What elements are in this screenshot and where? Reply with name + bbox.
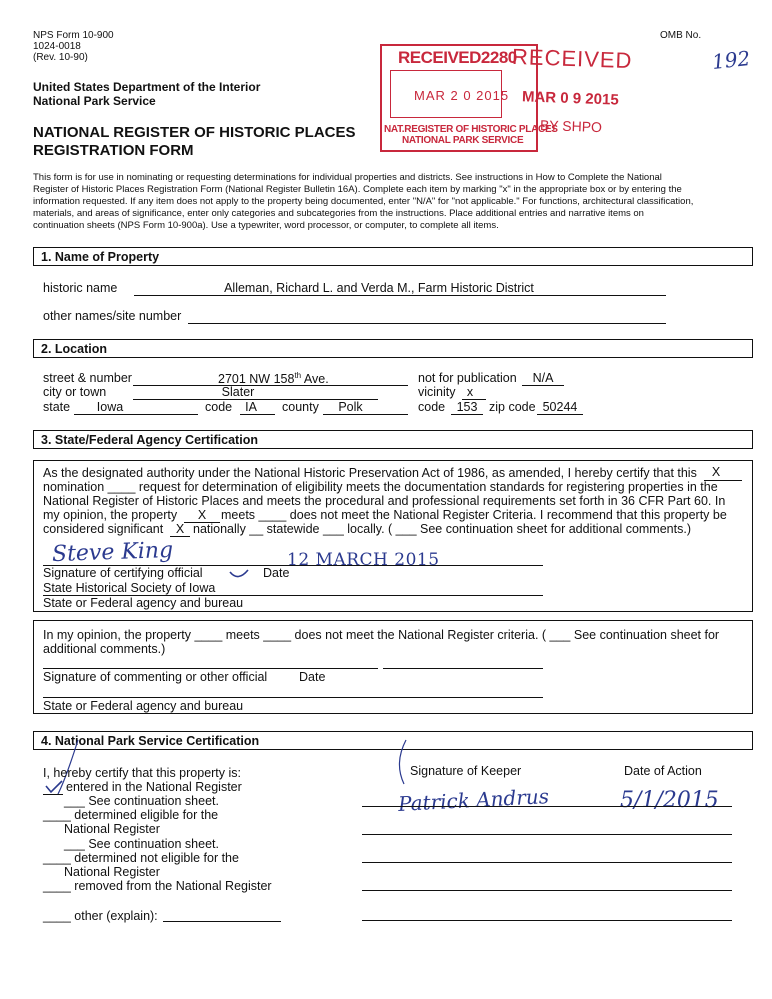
street-suffix: Ave. — [301, 372, 329, 387]
nps-item[interactable]: ____ removed from the National Register — [43, 879, 272, 893]
county-code-line — [451, 414, 483, 415]
date-of-action-label: Date of Action — [624, 764, 702, 778]
stamp-received-2280: RECEIVED2280 — [398, 48, 517, 67]
cert-line: nomination ____ request for determination of eligibility meets the documentation standards for registering properties in the — [43, 480, 718, 494]
historic-name-label: historic name — [43, 281, 118, 295]
commenting-date-label: Date — [299, 670, 326, 684]
not-for-publication-line — [522, 385, 564, 386]
form-number: NPS Form 10-900 — [33, 30, 114, 41]
opinion-line: In my opinion, the property ____ meets ____ does not meet the National Register criteria. ( ___ See continuation sheet for — [43, 628, 720, 642]
state-line — [74, 414, 198, 415]
department: United States Department of the Interior — [33, 80, 261, 94]
check-icon — [44, 780, 64, 794]
stamp-date-1: MAR 2 0 2015 — [414, 88, 510, 103]
agency-label-2: State or Federal agency and bureau — [43, 699, 244, 713]
instruction-line: information requested. If any item does not apply to the property being documented, enter "N/A" for "not applicable." For functions, architectural classification, — [33, 196, 694, 207]
keeper-label: Signature of Keeper — [410, 764, 522, 778]
section-3-heading: 3. State/Federal Agency Certification — [33, 430, 753, 449]
cert-line: meets ____ does not meet the National Register Criteria. I recommend that this property be — [221, 508, 727, 522]
other-names-field[interactable] — [188, 323, 666, 324]
keeper-signature: Patrick Andrus — [397, 784, 550, 816]
cert-national-mark[interactable]: X — [175, 522, 185, 536]
historic-name-line — [134, 295, 666, 296]
stamp-nat-register: NAT.REGISTER OF HISTORIC PLACES — [384, 124, 558, 135]
city-label: city or town — [43, 385, 107, 399]
section-1-heading: 1. Name of Property — [33, 247, 753, 266]
certifying-date: 12 MARCH 2015 — [287, 550, 440, 570]
action-date: 5/1/2015 — [620, 788, 719, 813]
street-ordinal: th — [294, 371, 302, 380]
form-title-line1: NATIONAL REGISTER OF HISTORIC PLACES — [33, 124, 356, 141]
street-value[interactable] — [218, 371, 329, 386]
agency-label: State or Federal agency and bureau — [43, 596, 244, 610]
certifying-signature: Steve King — [51, 537, 174, 568]
nps-item[interactable]: ____ determined not eligible for the — [43, 851, 239, 865]
county-code-label: code — [418, 400, 446, 414]
instruction-line: materials, and areas of significance, enter only categories and subcategories from the instructions. Place additional entries and narrative items on — [33, 208, 644, 219]
cert-line: As the designated authority under the National Historic Preservation Act of 1986, as amended, I hereby certify that this — [43, 466, 697, 480]
nps-item-entered[interactable]: entered in the National Register — [66, 780, 242, 794]
form-revision: (Rev. 10-90) — [33, 52, 88, 63]
keeper-field-4[interactable] — [362, 890, 732, 891]
signature-label: Signature of certifying official — [43, 566, 203, 580]
street-number: 2701 NW 158 — [218, 372, 295, 387]
opinion-line: additional comments.) — [43, 642, 166, 656]
cert-this-mark[interactable]: X — [711, 465, 721, 479]
not-for-publication-label: not for publication — [418, 371, 517, 385]
keeper-field-1[interactable] — [362, 806, 732, 807]
page-number: 192 — [710, 46, 752, 74]
form-title-line2: REGISTRATION FORM — [33, 142, 194, 159]
vicinity-label: vicinity — [418, 385, 456, 399]
instruction-line: Register of Historic Places Registration Form (National Register Bulletin 16A). Complete each item by marking "x" in the appropriate box or by entering the — [33, 184, 682, 195]
not-for-publication-value[interactable]: N/A — [532, 371, 554, 385]
other-explain-field[interactable] — [163, 921, 281, 922]
state-code-label: code — [205, 400, 233, 414]
county-code-value[interactable]: 153 — [456, 400, 478, 414]
stamp-received: RECEIVED — [511, 43, 633, 74]
cert-line: nationally __ statewide ___ locally. ( ___ See continuation sheet for additional comments.) — [193, 522, 691, 536]
cert-line: my opinion, the property — [43, 508, 178, 522]
state-code-value[interactable]: IA — [245, 400, 257, 414]
nps-item[interactable]: ____ determined eligible for the — [43, 808, 219, 822]
state-code-line — [240, 414, 275, 415]
commenting-signature-field[interactable] — [43, 668, 378, 669]
zip-line — [537, 414, 583, 415]
cert-line: National Register of Historic Places and meets the procedural and professional requirements set forth in 36 CFR Part 60. In — [43, 494, 726, 508]
commenting-date-field[interactable] — [383, 668, 543, 669]
instruction-line: continuation sheets (NPS Form 10-900a). Use a typewriter, word processor, or computer, to complete all items. — [33, 220, 499, 231]
signature-flourish — [228, 566, 250, 582]
nps-item[interactable]: ___ See continuation sheet. — [64, 837, 219, 851]
nps-item[interactable]: ___ See continuation sheet. — [64, 794, 219, 808]
keeper-field-2[interactable] — [362, 834, 732, 835]
stamp-shpo: BY SHPO — [539, 116, 603, 136]
street-label: street & number — [43, 371, 132, 385]
county-line — [323, 414, 408, 415]
keeper-field-3[interactable] — [362, 862, 732, 863]
stamp-date-2: MAR 0 9 2015 — [521, 88, 619, 109]
historic-name-value[interactable]: Alleman, Richard L. and Verda M., Farm Historic District — [224, 281, 534, 295]
nps-intro: I, hereby certify that this property is: — [43, 766, 241, 780]
commenting-label: Signature of commenting or other official — [43, 670, 268, 684]
other-explain-label: ____ other (explain): — [43, 909, 158, 923]
nps-item: National Register — [64, 822, 160, 836]
service: National Park Service — [33, 94, 156, 108]
vicinity-value[interactable]: x — [466, 385, 474, 399]
stamp-nat-park: NATIONAL PARK SERVICE — [402, 135, 524, 146]
entered-line — [43, 794, 63, 795]
city-value[interactable]: Slater — [221, 385, 255, 399]
county-value[interactable]: Polk — [338, 400, 363, 414]
state-label: state — [43, 400, 71, 414]
date-label: Date — [263, 566, 290, 580]
section-2-heading: 2. Location — [33, 339, 753, 358]
other-names-label: other names/site number — [43, 309, 182, 323]
cert-national-line — [170, 536, 190, 537]
agency-value[interactable]: State Historical Society of Iowa — [43, 581, 216, 595]
keeper-flourish — [392, 738, 418, 788]
zip-label: zip code — [489, 400, 536, 414]
keeper-field-5[interactable] — [362, 920, 732, 921]
instruction-line: This form is for use in nominating or requesting determinations for individual properties and districts. See instructions in How to Complete the National — [33, 172, 662, 183]
cert-meets-mark[interactable]: X — [197, 508, 207, 522]
agency-field-2[interactable] — [43, 697, 543, 698]
cert-line: considered significant — [43, 522, 164, 536]
omb-number: 1024-0018 — [33, 41, 81, 52]
omb-label: OMB No. — [660, 30, 702, 41]
nps-item: National Register — [64, 865, 160, 879]
state-value[interactable]: Iowa — [96, 400, 124, 414]
section-4-heading: 4. National Park Service Certification — [33, 731, 753, 750]
zip-value[interactable]: 50244 — [542, 400, 578, 414]
county-label: county — [282, 400, 319, 414]
